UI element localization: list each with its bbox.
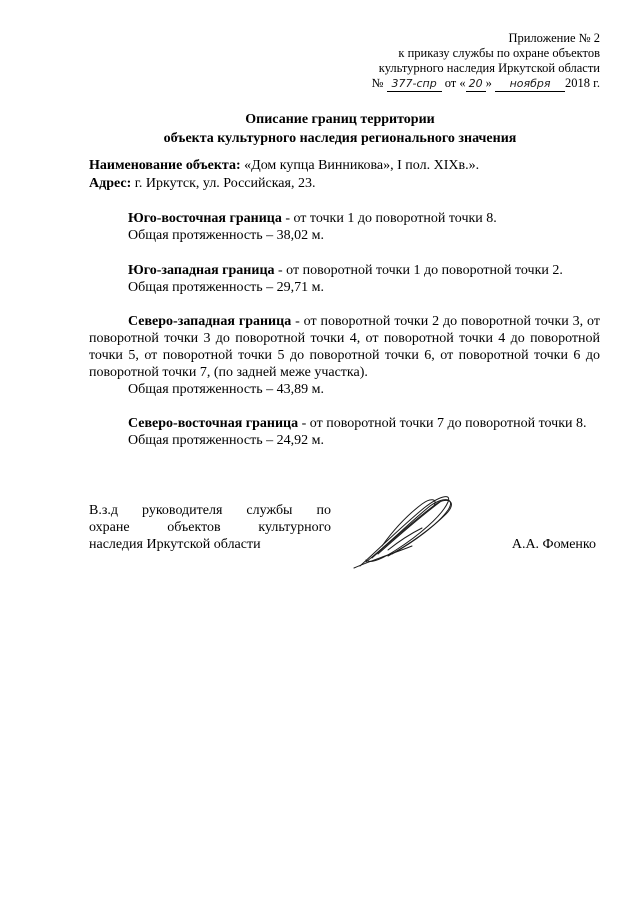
object-name-label: Наименование объекта: <box>89 158 241 173</box>
day-close-quote: » <box>485 76 492 90</box>
border-length: Общая протяженность – 24,92 м. <box>128 433 324 448</box>
object-address-line <box>89 175 600 193</box>
order-number-line <box>372 76 600 92</box>
border-text: - от поворотной точки 7 до поворотной точки 8. <box>298 416 587 431</box>
border-description <box>89 210 600 227</box>
object-name-value: «Дом купца Винникова», I пол. XIXв.». <box>240 158 480 173</box>
signatory-role-line-1: В.з.д руководителя службы по <box>89 503 331 518</box>
handwritten-signature <box>352 488 462 570</box>
signatory-role-line-2: охране объектов культурного <box>89 520 331 535</box>
appendix-header <box>372 31 600 92</box>
object-address-value: г. Иркутск, ул. Российская, 23. <box>131 176 316 191</box>
border-description <box>89 313 600 381</box>
border-name: Юго-западная граница <box>128 263 275 278</box>
from-label: от « <box>444 76 466 90</box>
appendix-number: Приложение № 2 <box>508 31 600 45</box>
border-length: Общая протяженность – 38,02 м. <box>128 228 324 243</box>
appendix-authority: культурного наследия Иркутской области <box>378 61 600 75</box>
border-text: - от поворотной точки 2 до поворотной точки 3, от поворотной точки 3 до поворотной точки 4, от поворотной точки 4 до поворотной точки 5, от поворотной точки 5 до поворотной точки 6, от поворотной точки 6 до поворотной точки 7, (по задней меже участка). <box>89 314 600 380</box>
border-section-northeast <box>89 415 600 449</box>
object-address-label: Адрес: <box>89 176 132 191</box>
border-length: Общая протяженность – 29,71 м. <box>128 280 324 295</box>
signatory-role <box>89 502 331 553</box>
number-sign: № <box>371 76 384 90</box>
appendix-order-ref: к приказу службы по охране объектов <box>398 46 600 60</box>
border-section-northwest <box>89 313 600 398</box>
border-section-southwest <box>89 262 600 296</box>
border-description <box>89 415 600 432</box>
border-length: Общая протяженность – 43,89 м. <box>128 382 324 397</box>
signatory-role-line-3: наследия Иркутской области <box>89 537 261 552</box>
border-text: - от точки 1 до поворотной точки 8. <box>281 211 497 226</box>
document-title <box>80 110 600 148</box>
border-name: Северо-восточная граница <box>128 416 299 431</box>
border-name: Северо-западная граница <box>128 314 292 329</box>
signatory-name: А.А. Фоменко <box>511 537 596 552</box>
object-info <box>89 157 600 193</box>
border-description <box>89 262 600 279</box>
handwritten-day: 20 <box>466 76 486 92</box>
order-year: 2018 г. <box>565 76 600 90</box>
title-line-1: Описание границ территории <box>245 112 435 127</box>
border-name: Юго-восточная граница <box>128 211 282 226</box>
border-section-southeast <box>89 210 600 244</box>
handwritten-month: ноября <box>495 76 565 92</box>
object-name-line <box>89 157 600 175</box>
border-text: - от поворотной точки 1 до поворотной точки 2. <box>274 263 563 278</box>
handwritten-order-number: 377-спр <box>387 76 442 92</box>
title-line-2: объекта культурного наследия регионального значения <box>163 131 517 146</box>
